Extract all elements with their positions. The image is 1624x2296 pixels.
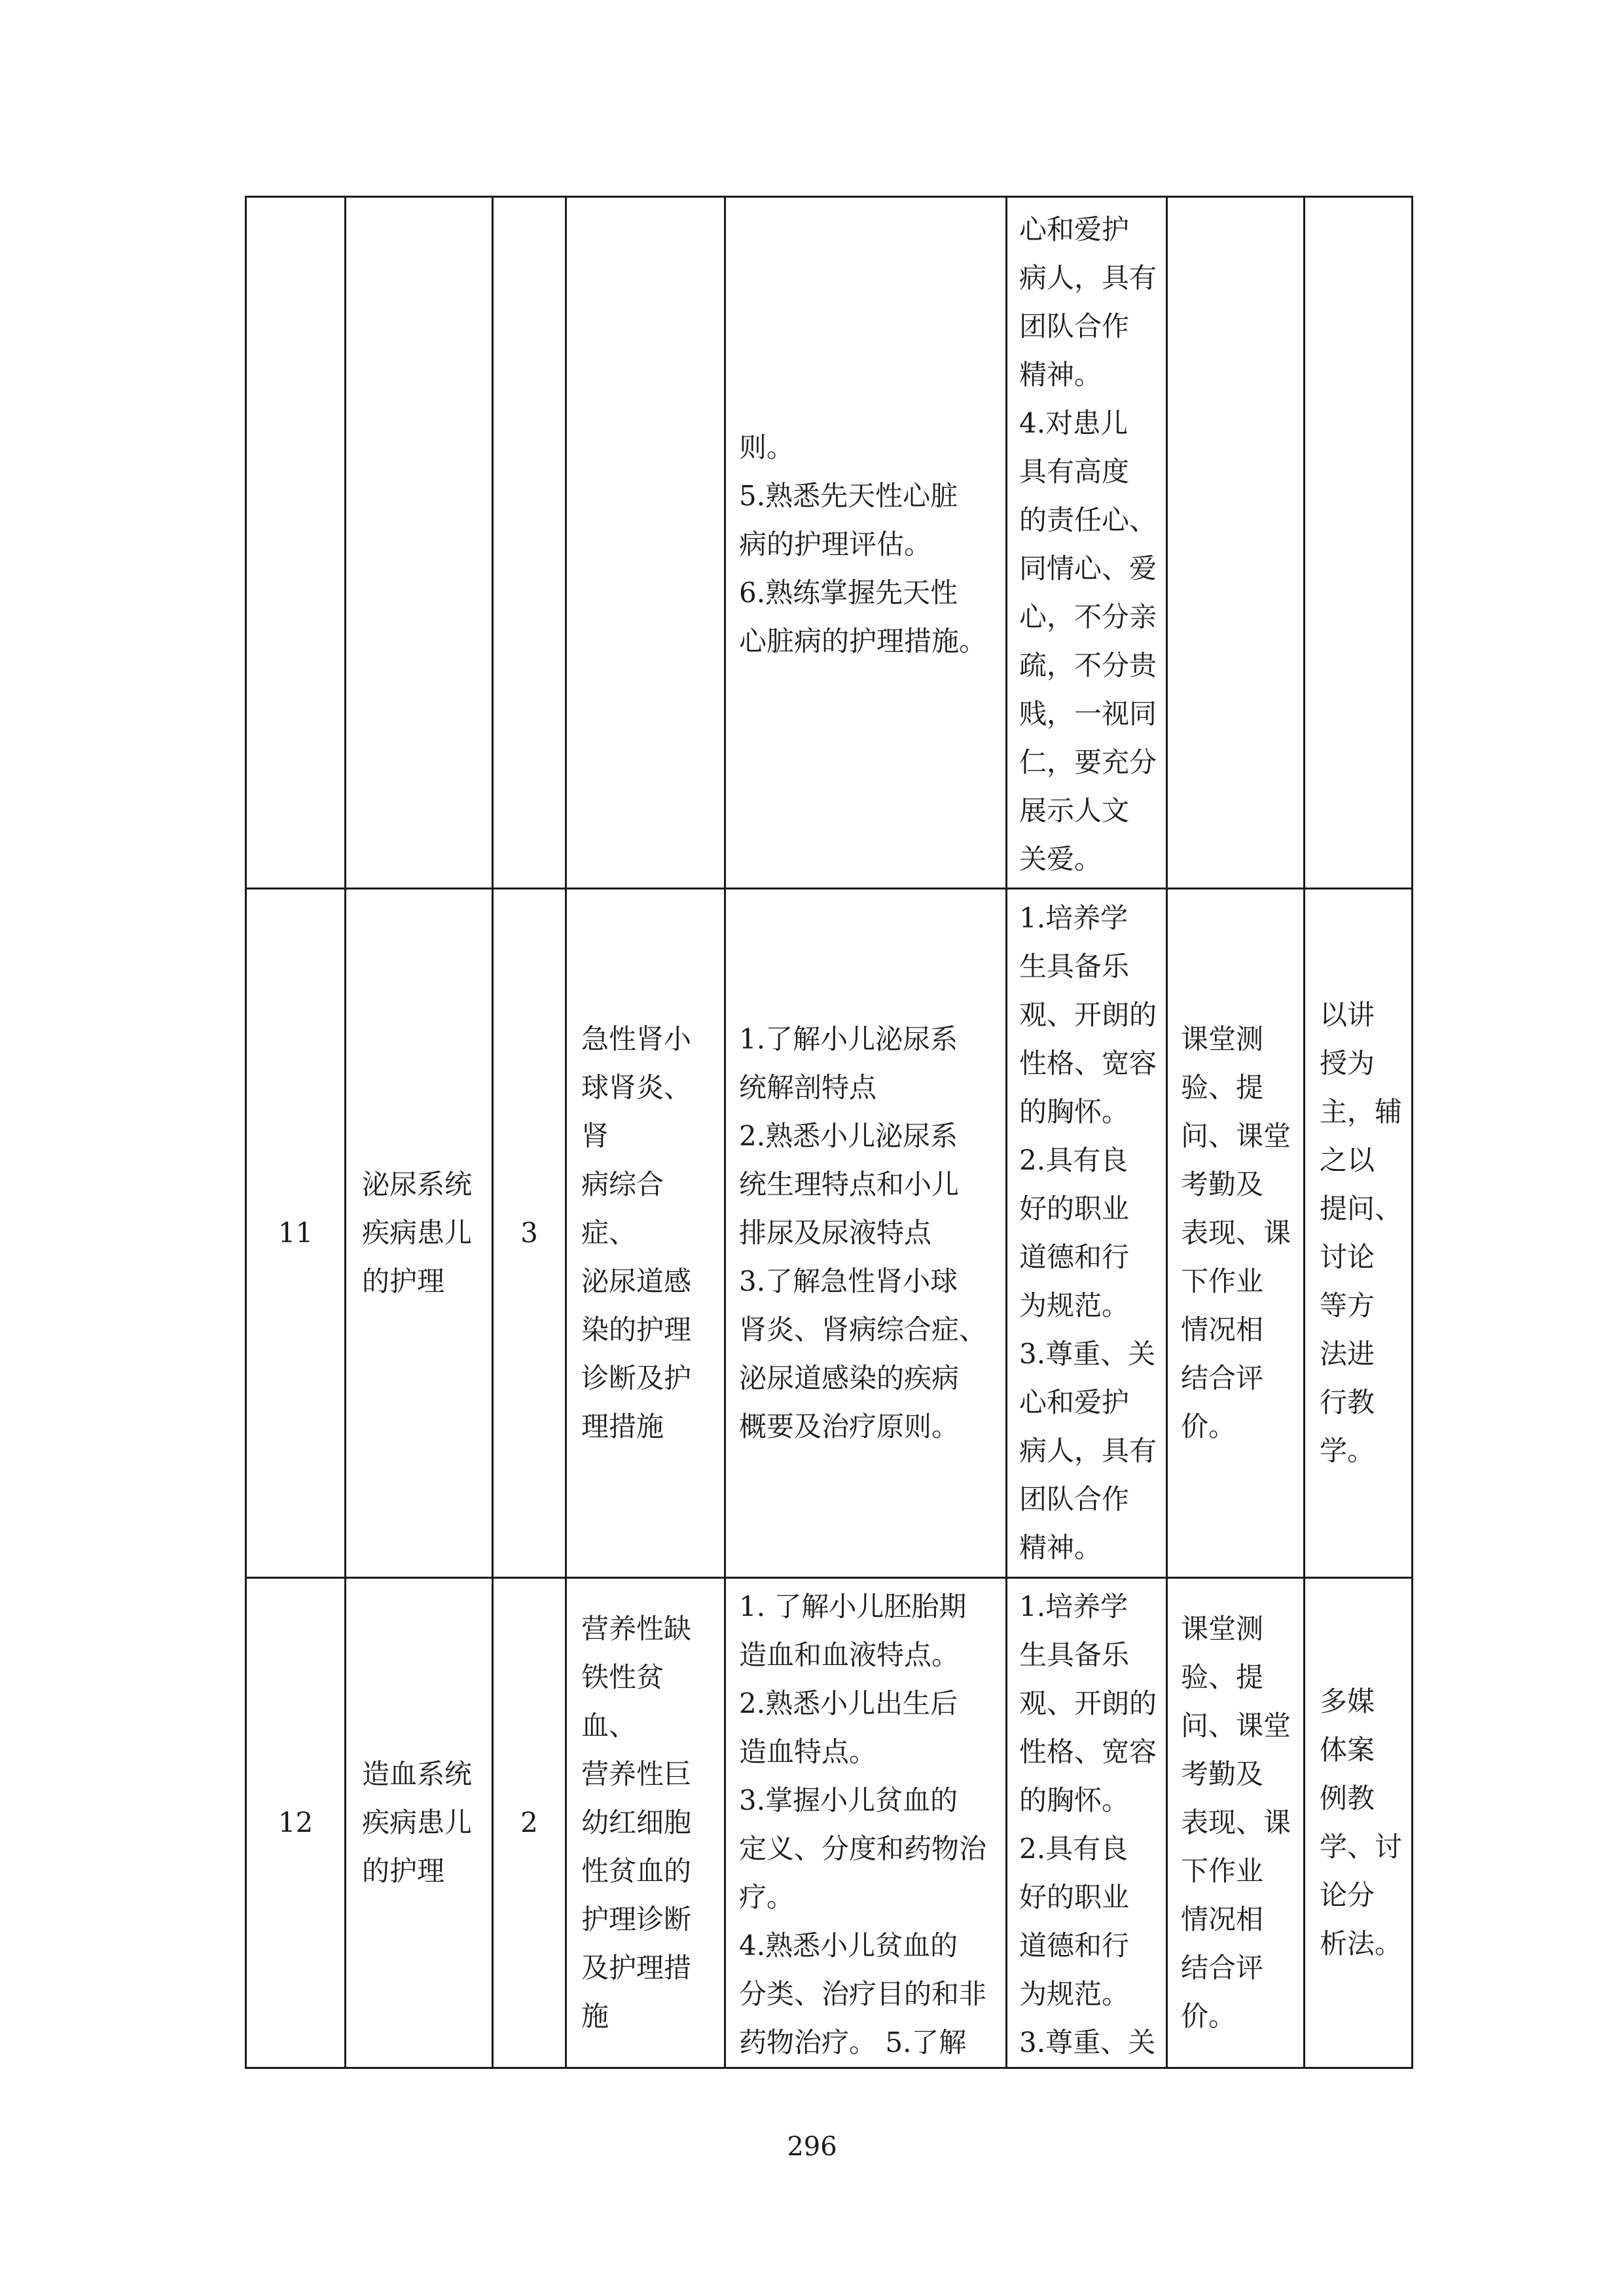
table-row [246, 1578, 1413, 2068]
row-number-cell: 12 [246, 1578, 346, 2068]
hours-cell: 2 [493, 1578, 566, 2068]
professional-objectives-cell: 1.培养学 生具备乐 观、开朗的 性格、宽容 的胸怀。 2.具有良 好的职业 道德和行 为规范。 3.尊重、关 [1007, 1578, 1167, 2068]
unit-name-cell: 造血系统 疾病患儿 的护理 [346, 1578, 493, 2068]
hours-cell [493, 197, 566, 889]
knowledge-objectives-cell: 则。 5.熟悉先天性心脏 病的护理评估。 6.熟练掌握先天性 心脏病的护理措施。 [725, 197, 1007, 889]
row-number-cell: 11 [246, 889, 346, 1578]
teaching-method-cell: 以讲 授为 主，辅 之以 提问、 讨论 等方 法进 行教 学。 [1305, 889, 1413, 1578]
professional-objectives-cell: 1.培养学 生具备乐 观、开朗的 性格、宽容 的胸怀。 2.具有良 好的职业 道德和行 为规范。 3.尊重、关 心和爱护 病人，具有 团队合作 精神。 [1007, 889, 1167, 1578]
content-cell: 急性肾小 球肾炎、肾 病综合症、 泌尿道感 染的护理 诊断及护 理措施 [566, 889, 725, 1578]
content-cell [566, 197, 725, 889]
knowledge-objectives-cell: 1. 了解小儿胚胎期 造血和血液特点。 2.熟悉小儿出生后 造血特点。 3.掌握小儿贫血的 定义、分度和药物治 疗。 4.熟悉小儿贫血的 分类、治疗目的和非 药物治疗。 5.了解 [725, 1578, 1007, 2068]
hours-cell: 3 [493, 889, 566, 1578]
unit-name-cell: 泌尿系统 疾病患儿 的护理 [346, 889, 493, 1578]
teaching-method-cell: 多媒 体案 例教 学、讨 论分 析法。 [1305, 1578, 1413, 2068]
syllabus-table [245, 196, 1413, 2069]
table-row [246, 889, 1413, 1578]
knowledge-objectives-cell: 1.了解小儿泌尿系 统解剖特点 2.熟悉小儿泌尿系 统生理特点和小儿 排尿及尿液特点 3.了解急性肾小球 肾炎、肾病综合症、 泌尿道感染的疾病 概要及治疗原则。 [725, 889, 1007, 1578]
assessment-cell: 课堂测 验、提 问、课堂 考勤及 表现、课 下作业 情况相 结合评 价。 [1167, 889, 1305, 1578]
assessment-cell: 课堂测 验、提 问、课堂 考勤及 表现、课 下作业 情况相 结合评 价。 [1167, 1578, 1305, 2068]
unit-name-cell [346, 197, 493, 889]
table-row [246, 197, 1413, 889]
row-number-cell [246, 197, 346, 889]
teaching-method-cell [1305, 197, 1413, 889]
assessment-cell [1167, 197, 1305, 889]
page-number: 296 [787, 2132, 837, 2162]
professional-objectives-cell: 心和爱护 病人，具有 团队合作 精神。 4.对患儿 具有高度 的责任心、 同情心、爱 心，不分亲 疏，不分贵 贱，一视同 仁，要充分 展示人文 关爱。 [1007, 197, 1167, 889]
content-cell: 营养性缺 铁性贫血、 营养性巨 幼红细胞 性贫血的 护理诊断 及护理措 施 [566, 1578, 725, 2068]
